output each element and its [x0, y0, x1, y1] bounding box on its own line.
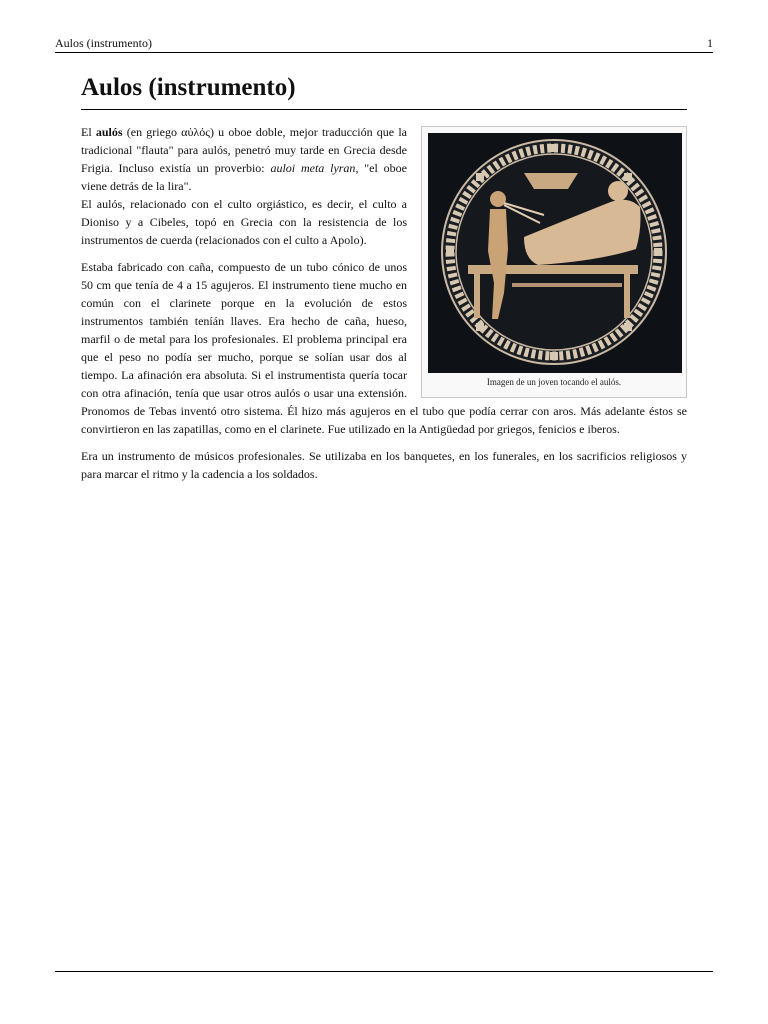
paragraph-usage: Era un instrumento de músicos profesionales. Se utilizaba en los banquetes, en los funerales, en los sacrificios religiosos y para marcar el ritmo y la cadencia a los soldados. [81, 449, 687, 481]
intro-text-1: El [81, 125, 96, 139]
intro-term-bold: aulós [95, 125, 123, 139]
running-header-title: Aulos (instrumento) [55, 36, 152, 50]
intro-proverb-italic: auloi meta lyran [270, 161, 356, 175]
article-body [81, 123, 687, 492]
footer-rule [55, 971, 713, 972]
paragraph-cult: El aulós, relacionado con el culto orgiástico, es decir, el culto a Dioniso y a Cibeles, topó en Grecia con la resistencia de los instrumentos de cuerda (relacionados con el culto a Apolo). [81, 197, 407, 247]
page-title: Aulos (instrumento) [81, 72, 687, 110]
intro-text-2: (en griego αὐλός) u oboe doble, mejor traducción que la tradicional "flauta" para aulós, penetró muy tarde en Grecia desde Frigia. Incluso existía un proverbio: [81, 125, 407, 175]
page-number: 1 [707, 36, 713, 50]
aulos-vase-image [428, 133, 682, 373]
figure [421, 126, 687, 398]
running-header [55, 36, 713, 53]
paragraph-construction: Estaba fabricado con caña, compuesto de un tubo cónico de unos 50 cm que tenía de 4 a 15 agujeros. El instrumento tiene mucho en común con el clarinete porque en la evolución de estos instrumentos también teníán llaves. Era hecho de caña, hueso, marfil o de metal para los profesionales. El problema principal era que el peso no podía ser mucho, porque se solían usar dos al tiempo. La afinación era absoluta. Si el instrumentista quería tocar con otra afinación, tenía que usar otros aulós o usar una extensión. Pronomos de Tebas inventó otro sistema. Él hizo más agujeros en el tubo que podía cerrar con aros. Más adelante éstos se convirtieron en las zapatillas, como en el clarinete. Fue utilizado en la Antigüedad por griegos, fenicios e iberos. [81, 260, 687, 436]
intro-text-3: , "el oboe viene detrás de la lira". [81, 161, 407, 193]
figure-caption: Imagen de un joven tocando el aulós. [486, 377, 622, 387]
